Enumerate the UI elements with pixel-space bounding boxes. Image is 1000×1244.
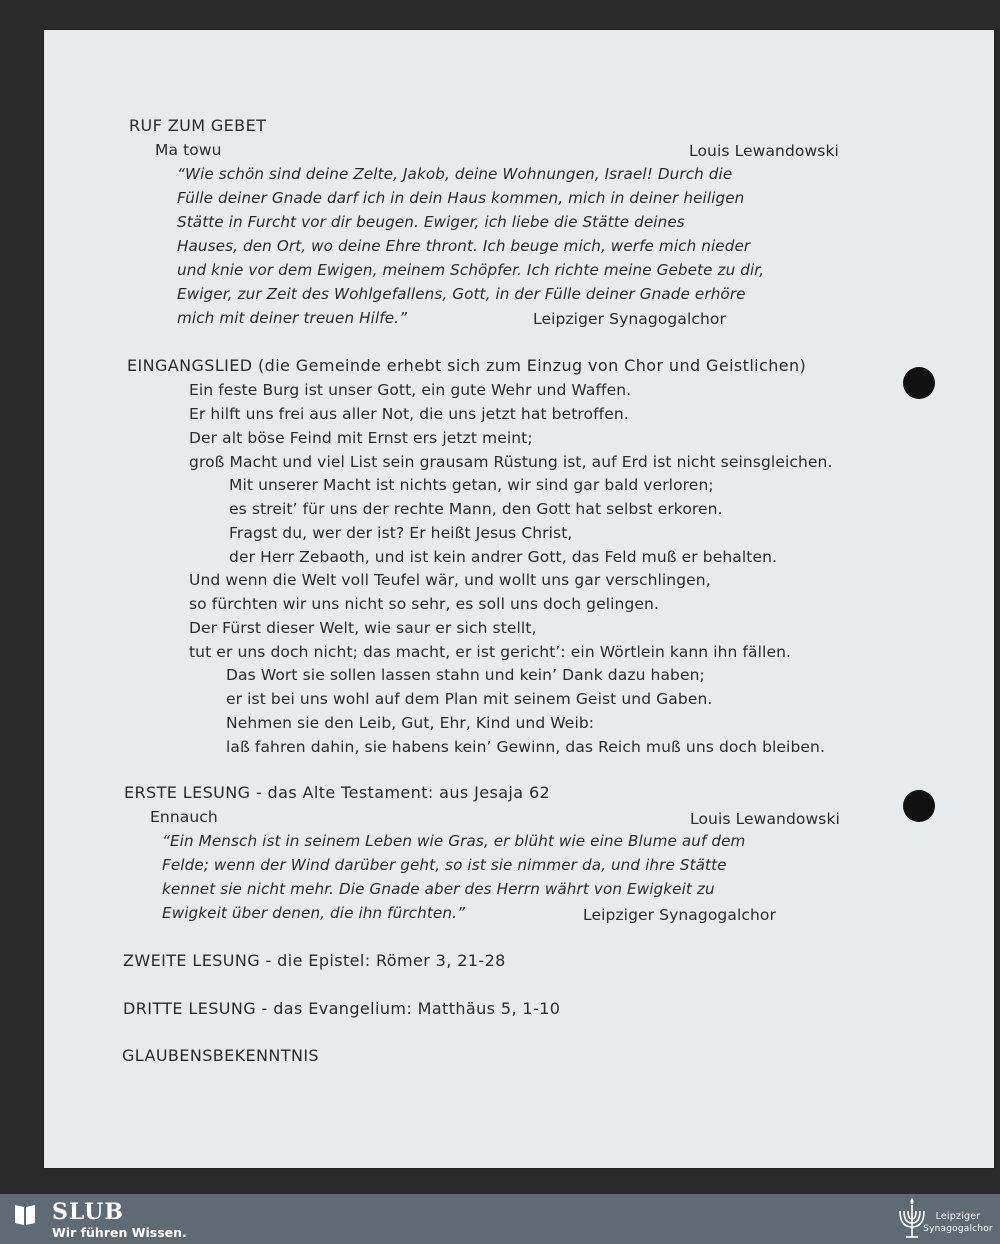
- punch-hole: [903, 367, 935, 399]
- document-page: [44, 30, 994, 1168]
- text-line: und knie vor dem Ewigen, meinem Schöpfer. Ich richte meine Gebete zu dir,: [177, 261, 765, 279]
- book-icon[interactable]: [14, 1202, 36, 1226]
- hymn-line: tut er uns doch nicht; das macht, er ist gericht’: ein Wörtlein kann ihn fällen.: [189, 643, 792, 661]
- text-line: Stätte in Furcht vor dir beugen. Ewiger, ich liebe die Stätte deines: [177, 213, 685, 231]
- section-heading: DRITTE LESUNG - das Evangelium: Matthäus 5, 1-10: [123, 999, 561, 1018]
- section-heading: GLAUBENSBEKENNTNIS: [122, 1046, 319, 1065]
- text-line: “Ein Mensch ist in seinem Leben wie Gras, er blüht wie eine Blume auf dem: [162, 832, 746, 850]
- slub-tagline: Wir führen Wissen.: [52, 1225, 187, 1240]
- hymn-line: Der alt böse Feind mit Ernst ers jetzt meint;: [189, 429, 533, 447]
- partner-name: [922, 1210, 994, 1236]
- composer-name: Louis Lewandowski: [690, 810, 840, 828]
- partner-line: Synagogalchor: [923, 1224, 993, 1234]
- hymn-line: Der Fürst dieser Welt, wie saur er sich stellt,: [189, 619, 537, 637]
- hymn-line: Er hilft uns frei aus aller Not, die uns jetzt hat betroffen.: [189, 405, 629, 423]
- performer-name: Leipziger Synagogalchor: [583, 906, 776, 924]
- hymn-line: so fürchten wir uns nicht so sehr, es soll uns doch gelingen.: [189, 595, 659, 613]
- hymn-line: Fragst du, wer der ist? Er heißt Jesus Christ,: [229, 524, 573, 542]
- section-heading: EINGANGSLIED (die Gemeinde erhebt sich zum Einzug von Chor und Geistlichen): [127, 356, 807, 375]
- footer-bar: [0, 1194, 1000, 1244]
- text-line: Hauses, den Ort, wo deine Ehre thront. Ich beuge mich, werfe mich nieder: [177, 237, 751, 255]
- text-line: kennet sie nicht mehr. Die Gnade aber des Herrn währt von Ewigkeit zu: [162, 880, 715, 898]
- punch-hole: [903, 790, 935, 822]
- hymn-line: Nehmen sie den Leib, Gut, Ehr, Kind und Weib:: [226, 714, 595, 732]
- hymn-line: Und wenn die Welt voll Teufel wär, und wollt uns gar verschlingen,: [189, 571, 711, 589]
- piece-title: Ennauch: [150, 808, 218, 826]
- text-line: Fülle deiner Gnade darf ich in dein Haus kommen, mich in deiner heiligen: [177, 189, 745, 207]
- hymn-line: es streit’ für uns der rechte Mann, den Gott hat selbst erkoren.: [229, 500, 723, 518]
- partner-line: Leipziger: [935, 1211, 981, 1222]
- hymn-line: groß Macht und viel List sein grausam Rüstung ist, auf Erd ist nicht seinsgleichen.: [189, 453, 833, 471]
- hymn-line: laß fahren dahin, sie habens kein’ Gewinn, das Reich muß uns doch bleiben.: [226, 738, 825, 756]
- hymn-line: Das Wort sie sollen lassen stahn und kein’ Dank dazu haben;: [226, 666, 705, 684]
- text-line: Ewiger, zur Zeit des Wohlgefallens, Gott, in der Fülle deiner Gnade erhöre: [177, 285, 746, 303]
- hymn-line: der Herr Zebaoth, und ist kein andrer Gott, das Feld muß er behalten.: [229, 548, 778, 566]
- hymn-line: Ein feste Burg ist unser Gott, ein gute Wehr und Waffen.: [189, 381, 632, 399]
- performer-name: Leipziger Synagogalchor: [533, 310, 726, 328]
- piece-title: Ma towu: [155, 141, 222, 159]
- hymn-line: er ist bei uns wohl auf dem Plan mit seinem Geist und Gaben.: [226, 690, 713, 708]
- section-heading: RUF ZUM GEBET: [129, 116, 267, 135]
- section-heading: ERSTE LESUNG - das Alte Testament: aus Jesaja 62: [124, 783, 551, 802]
- section-heading: ZWEITE LESUNG - die Epistel: Römer 3, 21-28: [123, 951, 506, 970]
- text-line: Felde; wenn der Wind darüber geht, so ist sie nimmer da, und ihre Stätte: [162, 856, 727, 874]
- composer-name: Louis Lewandowski: [689, 142, 839, 160]
- text-line: “Wie schön sind deine Zelte, Jakob, deine Wohnungen, Israel! Durch die: [177, 165, 733, 183]
- slub-brand[interactable]: SLUB: [52, 1199, 124, 1225]
- hymn-line: Mit unserer Macht ist nichts getan, wir sind gar bald verloren;: [229, 476, 714, 494]
- text-line: Ewigkeit über denen, die ihn fürchten.”: [162, 904, 465, 922]
- text-line: mich mit deiner treuen Hilfe.”: [177, 309, 408, 327]
